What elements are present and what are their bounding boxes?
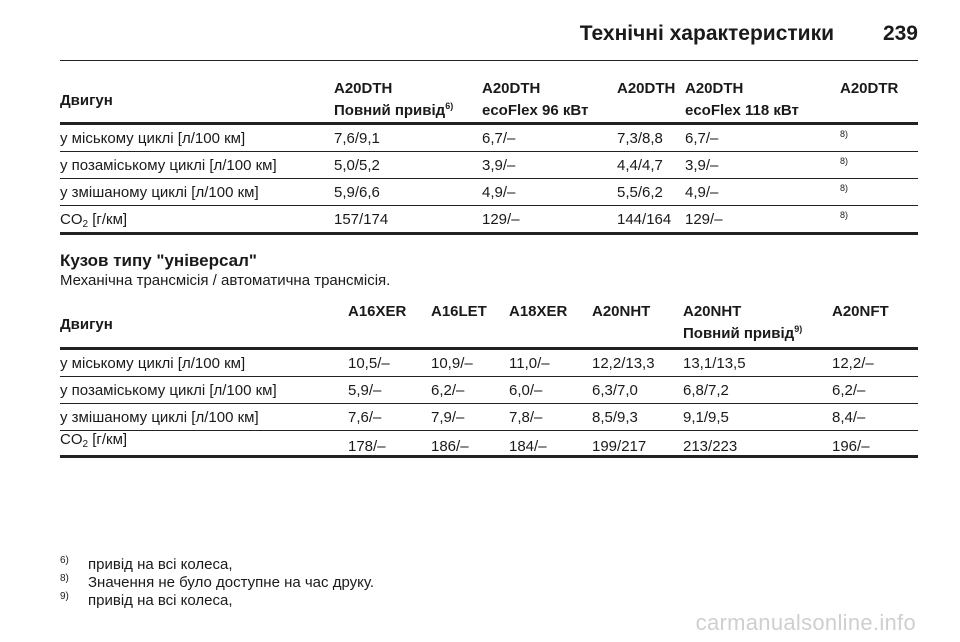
column-header: A18XER	[509, 303, 568, 320]
engine-header-label: Двигун	[60, 91, 113, 109]
table-cell: 3,9/–	[482, 156, 516, 174]
table-cell: 8)	[840, 182, 849, 193]
page-title: Технічні характеристики	[579, 22, 834, 45]
table-cell: 5,9/–	[348, 381, 382, 399]
table-row	[60, 377, 918, 404]
table-row	[60, 349, 918, 377]
footnote-mark: 8)	[60, 573, 69, 584]
engine-header-label: Двигун	[60, 315, 113, 333]
table-cell: 6,7/–	[685, 129, 719, 147]
table-cell: 213/223	[683, 438, 738, 455]
footnote-text: привід на всі колеса,	[88, 556, 233, 573]
table-header-row	[60, 301, 918, 349]
table-cell: 3,9/–	[685, 156, 719, 174]
table-cell: 5,5/6,2	[617, 183, 663, 201]
table-cell: 4,4/4,7	[617, 156, 663, 174]
table-cell: 9,1/9,5	[683, 408, 729, 426]
row-label: $CO_2$ [г/км]	[60, 431, 128, 450]
page-number: 239	[882, 22, 918, 45]
table-row	[60, 431, 918, 457]
table-cell: 8)	[840, 128, 849, 139]
column-header: A20DTH	[617, 80, 676, 97]
row-label: у позаміському циклі [л/100 км]	[60, 156, 277, 174]
table-cell: 129/–	[685, 210, 723, 228]
footnote-text: Значення не було доступне на час друку.	[88, 574, 375, 591]
row-label: у змішаному циклі [л/100 км]	[60, 408, 259, 426]
section-subtitle: Механічна трансмісія / автоматична трансмісія.	[60, 272, 391, 289]
footnote-mark: 6)	[60, 555, 69, 566]
table-cell: 129/–	[482, 210, 520, 228]
table-cell: 7,6/–	[348, 408, 382, 426]
row-label: у міському циклі [л/100 км]	[60, 129, 246, 147]
watermark: carmanualsonline.info	[695, 610, 916, 635]
table-cell: 11,0/–	[509, 354, 550, 372]
row-label: $CO_2$ [г/км]	[60, 210, 128, 230]
table-cell: 157/174	[334, 210, 389, 228]
table-cell: 7,3/8,8	[617, 129, 663, 147]
table-cell: 12,2/13,3	[592, 354, 655, 372]
table-cell: 8)	[840, 209, 849, 220]
table-cell: 8)	[840, 155, 849, 166]
table-cell: 178/–	[348, 438, 386, 455]
table-row	[60, 404, 918, 431]
engine-consumption-table-1	[60, 78, 918, 235]
table-cell: 7,9/–	[431, 408, 465, 426]
engine-consumption-table-2	[60, 301, 918, 458]
column-header: A20DTH Повний привід$^{6)}$	[334, 80, 454, 119]
table-cell: 6,8/7,2	[683, 381, 729, 399]
table-cell: 6,0/–	[509, 381, 543, 399]
table-cell: 7,6/9,1	[334, 129, 380, 147]
table-cell: 5,0/5,2	[334, 156, 380, 174]
table-cell: 8,5/9,3	[592, 408, 638, 426]
table-cell: 13,1/13,5	[683, 354, 746, 372]
column-header: A20NHT Повний привід$^{9)}$	[683, 303, 803, 342]
column-header: A20DTH ecoFlex 96 кВт	[482, 80, 589, 119]
table-cell: 5,9/6,6	[334, 183, 380, 201]
table-header-row	[60, 78, 918, 124]
table-cell: 6,2/–	[431, 381, 465, 399]
table-cell: 6,7/–	[482, 129, 516, 147]
table-cell: 4,9/–	[685, 183, 719, 201]
table-cell: 196/–	[832, 438, 870, 455]
table-cell: 8,4/–	[832, 408, 866, 426]
table-row	[60, 206, 918, 234]
row-label: у змішаному циклі [л/100 км]	[60, 183, 259, 201]
column-header: A20NFT	[832, 303, 889, 320]
table-cell: 144/164	[617, 210, 672, 228]
table-row	[60, 124, 918, 152]
table-cell: 10,9/–	[431, 354, 473, 372]
table-cell: 186/–	[431, 438, 469, 455]
table-cell: 6,3/7,0	[592, 381, 638, 399]
table-row	[60, 179, 918, 206]
row-label: у міському циклі [л/100 км]	[60, 354, 246, 372]
table-row	[60, 152, 918, 179]
page-header	[60, 16, 918, 61]
table-cell: 10,5/–	[348, 354, 390, 372]
table-cell: 7,8/–	[509, 408, 543, 426]
column-header: A20DTH ecoFlex 118 кВт	[685, 80, 799, 119]
table-cell: 199/217	[592, 438, 647, 455]
column-header: A20DTR	[840, 80, 899, 97]
column-header: A20NHT	[592, 303, 651, 320]
column-header: A16LET	[431, 303, 487, 320]
column-header: A16XER	[348, 303, 407, 320]
table-cell: 6,2/–	[832, 381, 866, 399]
table-cell: 12,2/–	[832, 354, 874, 372]
footnote-text: привід на всі колеса,	[88, 592, 233, 609]
footnote-mark: 9)	[60, 591, 69, 602]
section-title: Кузов типу "універсал"	[60, 251, 257, 270]
table-cell: 4,9/–	[482, 183, 516, 201]
row-label: у позаміському циклі [л/100 км]	[60, 381, 277, 399]
table-cell: 184/–	[509, 438, 547, 455]
